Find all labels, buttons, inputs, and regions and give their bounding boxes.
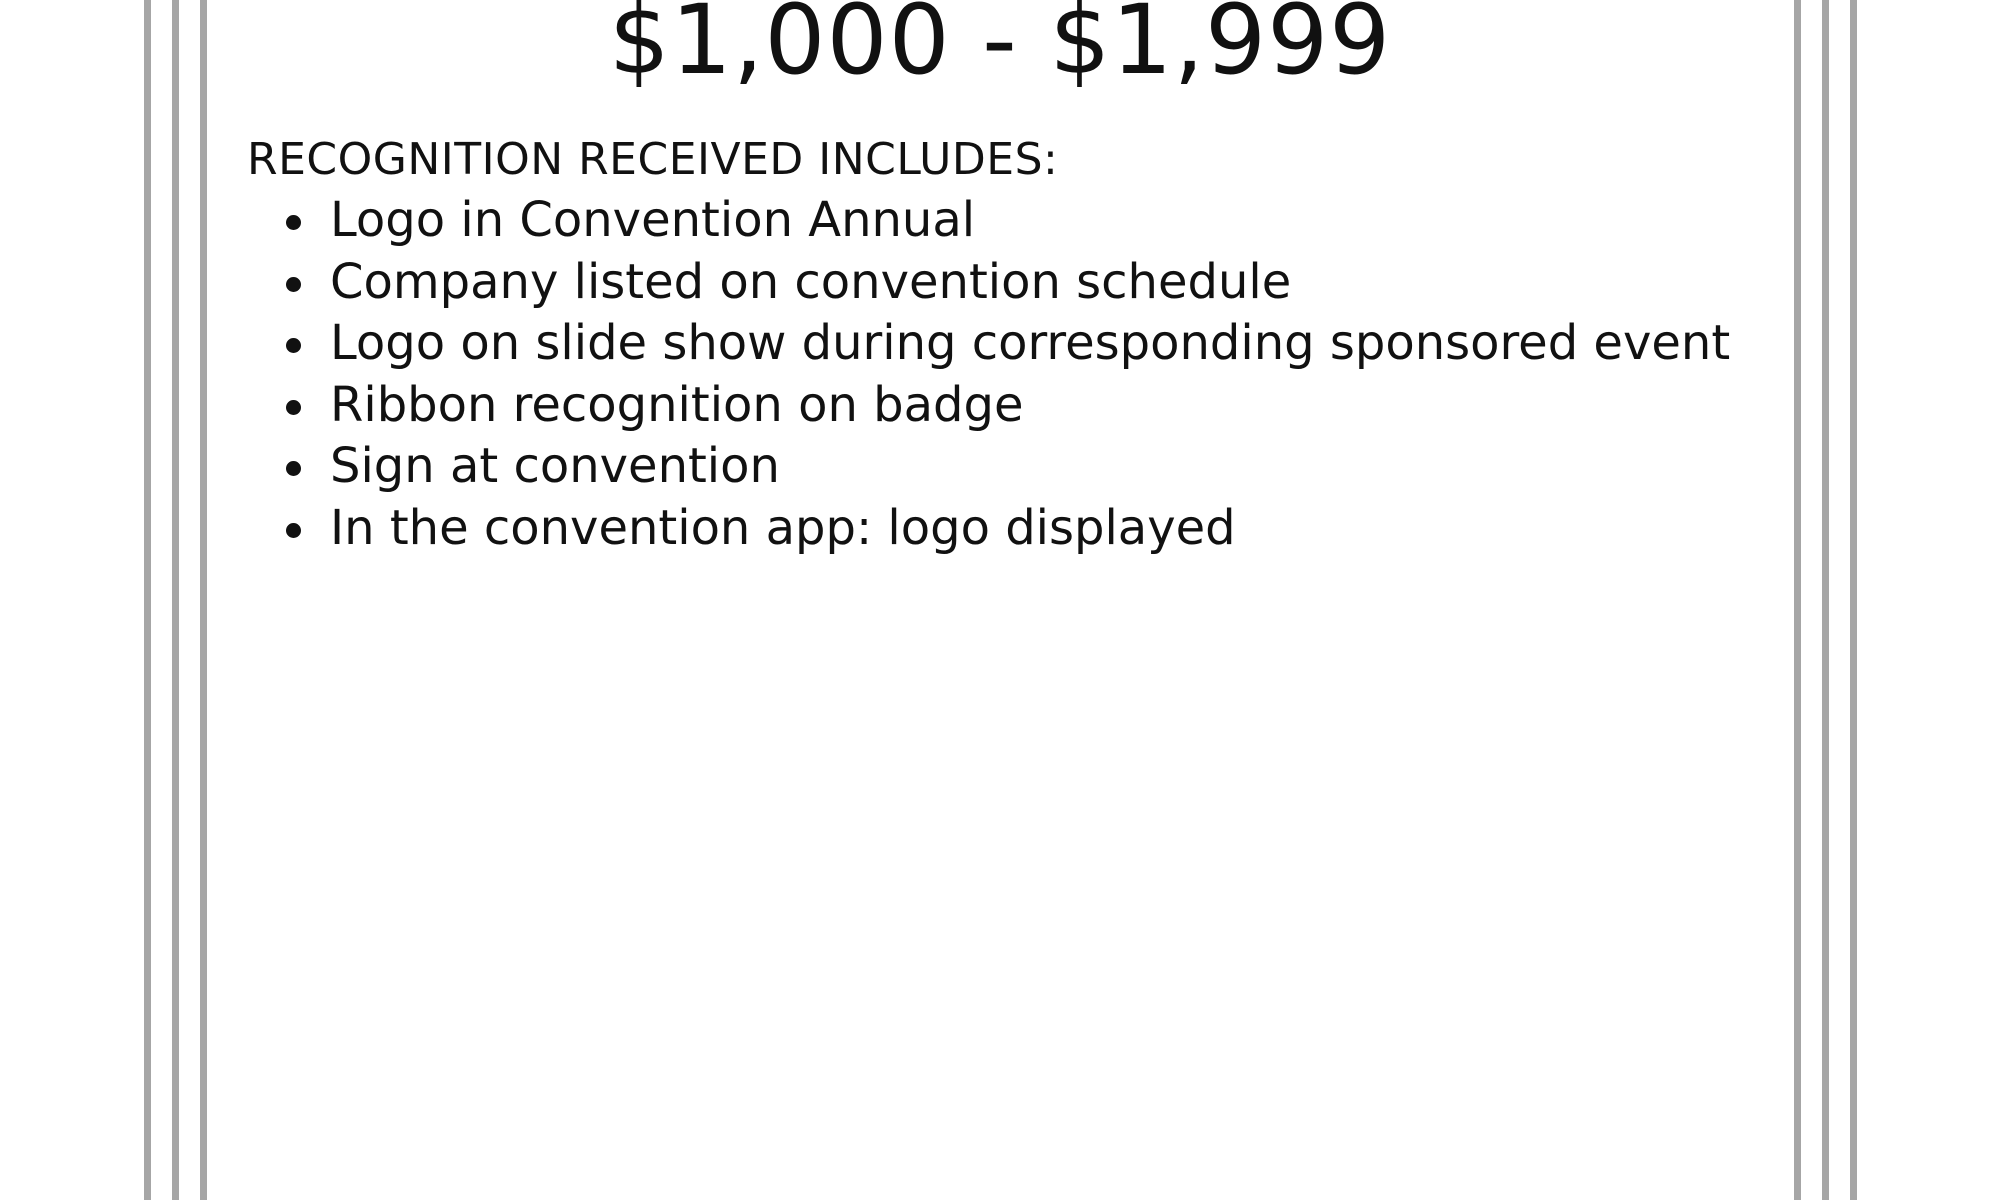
list-item-text: Company listed on convention schedule	[330, 253, 1292, 310]
left-border-line-middle	[172, 0, 179, 1200]
list-item-text: Logo in Convention Annual	[330, 192, 976, 248]
right-border-line-inner	[1794, 0, 1801, 1200]
list-item	[278, 436, 1730, 498]
left-border-line-inner	[200, 0, 207, 1200]
list-item-text: In the convention app: logo displayed	[330, 499, 1236, 556]
bullet-icon	[286, 461, 301, 476]
list-item-text: Ribbon recognition on badge	[330, 376, 1024, 433]
right-border-line-middle	[1822, 0, 1829, 1200]
list-item-text: Logo on slide show during corresponding sponsored event	[330, 315, 1731, 371]
bullet-icon	[286, 215, 301, 230]
bullet-icon	[286, 400, 301, 415]
list-item-text: Sign at convention	[330, 438, 780, 494]
bullet-icon	[286, 523, 301, 538]
list-item	[278, 375, 1730, 437]
sponsorship-level-title: $1,000 - $1,999	[608, 0, 1392, 96]
list-item	[278, 498, 1730, 560]
list-item	[278, 252, 1730, 314]
bullet-icon	[286, 277, 301, 292]
list-item	[278, 313, 1730, 375]
recognition-list	[278, 190, 1730, 559]
list-item	[278, 190, 1730, 252]
left-border-line-outer	[144, 0, 151, 1200]
recognition-heading: RECOGNITION RECEIVED INCLUDES:	[247, 134, 1059, 185]
right-border-line-outer	[1850, 0, 1857, 1200]
bullet-icon	[286, 338, 301, 353]
